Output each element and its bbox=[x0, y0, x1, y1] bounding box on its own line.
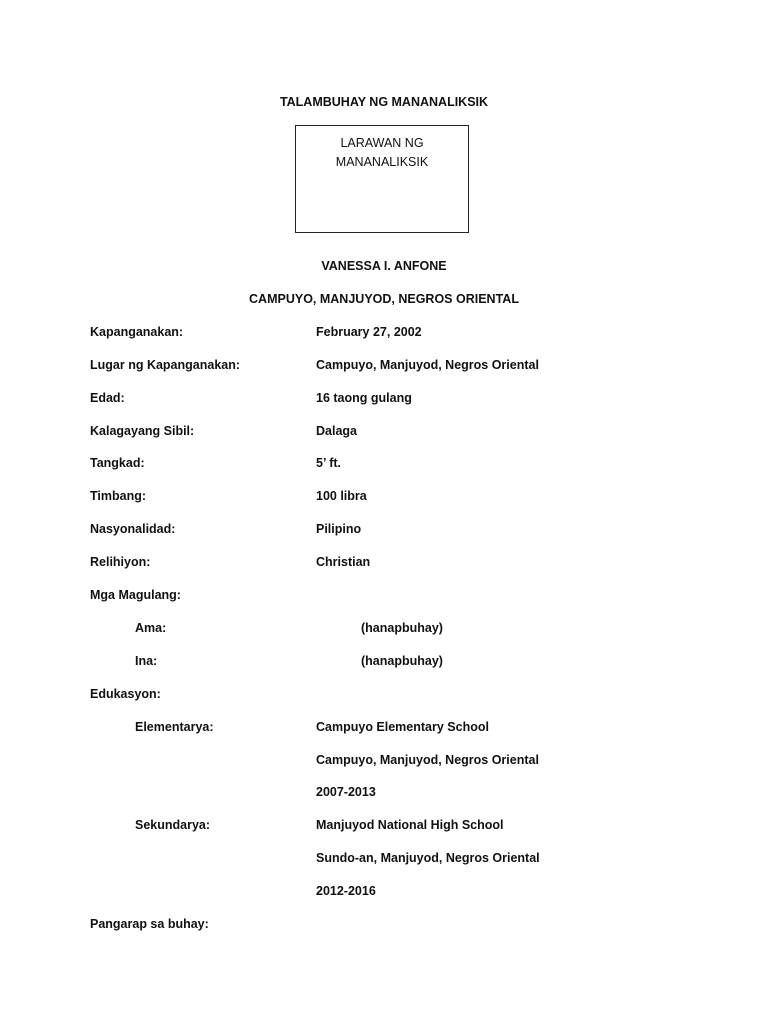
secondary-address: Sundo-an, Manjuyod, Negros Oriental bbox=[316, 851, 540, 865]
education-row-secondary bbox=[0, 817, 768, 835]
field-label: Relihiyon: bbox=[90, 555, 151, 569]
secondary-school: Manjuyod National High School bbox=[316, 818, 504, 832]
field-label: Edad: bbox=[90, 391, 125, 405]
elementary-years: 2007-2013 bbox=[316, 785, 376, 799]
field-label: Kalagayang Sibil: bbox=[90, 424, 195, 438]
field-row-nationality bbox=[0, 521, 768, 539]
education-row-elementary bbox=[0, 719, 768, 737]
elementary-school: Campuyo Elementary School bbox=[316, 720, 489, 734]
education-row-elementary-address bbox=[0, 752, 768, 770]
document-title: TALAMBUHAY NG MANANALIKSIK bbox=[279, 95, 489, 109]
parent-row-father bbox=[0, 620, 768, 638]
elementary-label: Elementarya: bbox=[135, 720, 214, 734]
elementary-address: Campuyo, Manjuyod, Negros Oriental bbox=[316, 753, 539, 767]
education-section-heading bbox=[0, 686, 768, 704]
field-label: Nasyonalidad: bbox=[90, 522, 176, 536]
field-value: Pilipino bbox=[316, 522, 362, 536]
field-label: Kapanganakan: bbox=[90, 325, 184, 339]
field-value: 100 libra bbox=[316, 489, 367, 503]
field-row-birthplace bbox=[0, 357, 768, 375]
father-label: Ama: bbox=[135, 621, 167, 635]
education-row-elementary-years bbox=[0, 784, 768, 802]
researcher-name: VANESSA I. ANFONE bbox=[321, 259, 447, 273]
photo-label-line1: LARAWAN NG bbox=[340, 136, 424, 150]
secondary-label: Sekundarya: bbox=[135, 818, 211, 832]
mother-label: Ina: bbox=[135, 654, 158, 668]
field-value: 5’ ft. bbox=[316, 456, 342, 470]
education-row-secondary-address bbox=[0, 850, 768, 868]
education-row-secondary-years bbox=[0, 883, 768, 901]
field-value: February 27, 2002 bbox=[316, 325, 422, 339]
dream-section-heading bbox=[0, 916, 768, 934]
mother-occupation: (hanapbuhay) bbox=[361, 654, 443, 668]
photo-placeholder bbox=[295, 125, 469, 233]
education-label: Edukasyon: bbox=[90, 687, 161, 701]
field-value: 16 taong gulang bbox=[316, 391, 412, 405]
field-value: Campuyo, Manjuyod, Negros Oriental bbox=[316, 358, 539, 372]
researcher-address: CAMPUYO, MANJUYOD, NEGROS ORIENTAL bbox=[249, 292, 519, 306]
field-row-religion bbox=[0, 554, 768, 572]
field-row-civil-status bbox=[0, 423, 768, 441]
field-label: Lugar ng Kapanganakan: bbox=[90, 358, 241, 372]
field-row-weight bbox=[0, 488, 768, 506]
secondary-years: 2012-2016 bbox=[316, 884, 376, 898]
father-occupation: (hanapbuhay) bbox=[361, 621, 443, 635]
field-label: Timbang: bbox=[90, 489, 147, 503]
parents-label: Mga Magulang: bbox=[90, 588, 181, 602]
photo-label-line2: MANANALIKSIK bbox=[335, 155, 429, 169]
field-row-age bbox=[0, 390, 768, 408]
field-label: Tangkad: bbox=[90, 456, 145, 470]
parent-row-mother bbox=[0, 653, 768, 671]
field-row-birthdate bbox=[0, 324, 768, 342]
parents-section-heading bbox=[0, 587, 768, 605]
field-value: Christian bbox=[316, 555, 371, 569]
field-row-height bbox=[0, 455, 768, 473]
dream-label: Pangarap sa buhay: bbox=[90, 917, 209, 931]
field-value: Dalaga bbox=[316, 424, 357, 438]
